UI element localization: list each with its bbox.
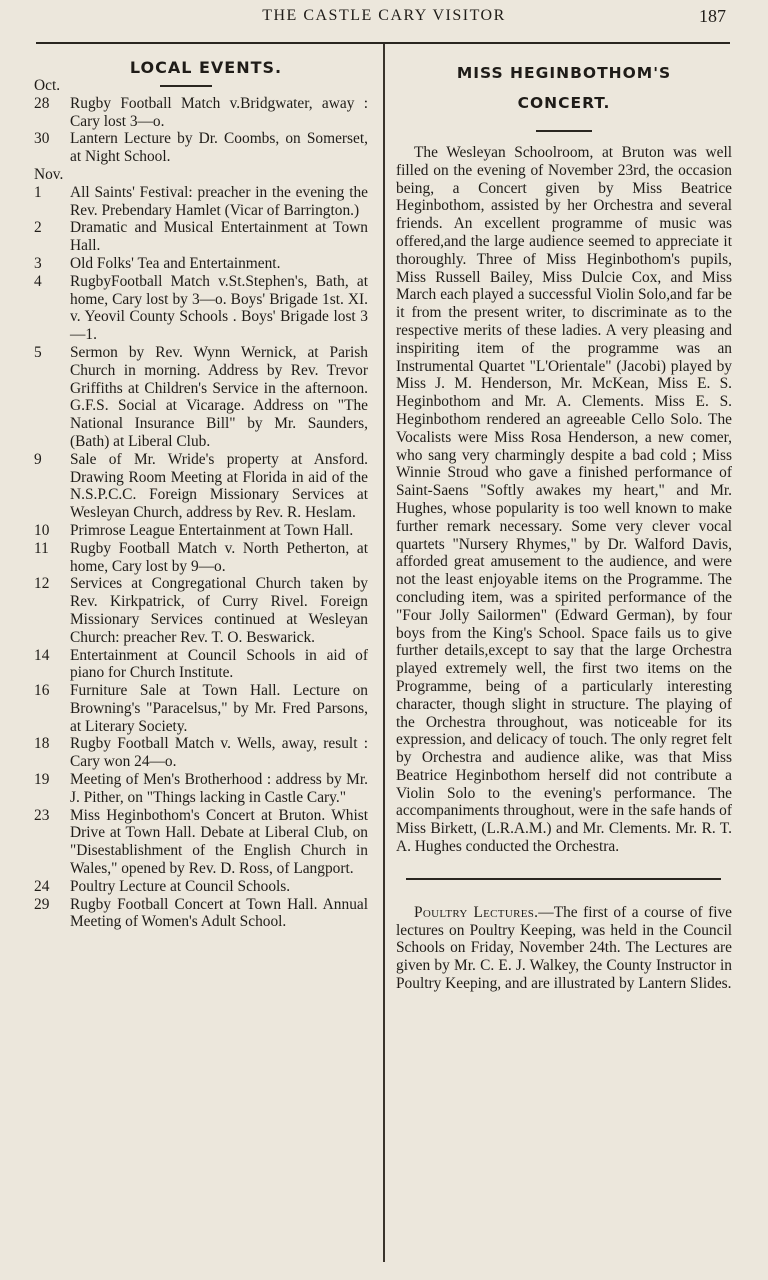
event-entry	[34, 878, 368, 896]
page-number: 187	[699, 6, 726, 26]
concert-heading-line1: MISS HEGINBOTHOM'S	[456, 64, 672, 82]
event-day: 24	[34, 877, 50, 895]
event-day: 18	[34, 735, 50, 753]
event-text: Miss Heginbothom's Concert at Bruton. Whist Drive at Town Hall. Debate at Liberal Club, on "Disestablishment of the English Church in Wales," opened by Rev. D. Ross, of Langport.	[70, 806, 368, 878]
event-day: 5	[34, 343, 42, 361]
section-rule	[406, 878, 721, 880]
concert-column	[396, 48, 732, 993]
event-text: All Saints' Festival: preacher in the evening the Rev. Prebendary Hamlet (Vicar of Barrington.)	[70, 183, 368, 219]
event-day: 3	[34, 254, 42, 272]
heading-dash	[160, 85, 212, 87]
event-entry	[34, 735, 368, 771]
concert-heading	[396, 58, 732, 118]
event-day: 12	[34, 575, 50, 593]
event-text: Rugby Football Match v.Bridgwater, away : Cary lost 3—o.	[70, 94, 368, 130]
column-divider	[383, 44, 385, 1262]
event-entry	[34, 184, 368, 220]
event-text: Primrose League Entertainment at Town Hall.	[70, 521, 354, 539]
month-label: Nov.	[34, 165, 64, 183]
event-day: 10	[34, 521, 50, 539]
event-text: Entertainment at Council Schools in aid of piano for Church Institute.	[70, 646, 368, 682]
event-day: 29	[34, 895, 50, 913]
local-events-heading: LOCAL EVENTS.	[129, 58, 283, 77]
month-label: Oct.	[34, 77, 61, 94]
event-text: Sermon by Rev. Wynn Wernick, at Parish Church in morning. Address by Rev. Trevor Griffiths at Children's Service in the afternoon. G.F.S. Social at Vicarage. Address on "The National Insurance Bill" by Mr. Saunders, (Bath) at Liberal Club.	[70, 343, 368, 450]
events-list	[34, 77, 368, 931]
event-entry	[34, 896, 368, 932]
event-entry	[34, 255, 368, 273]
event-text: Old Folks' Tea and Entertainment.	[70, 254, 281, 272]
event-entry	[34, 95, 368, 131]
event-entry	[34, 451, 368, 522]
event-day: 2	[34, 219, 42, 237]
event-text: Dramatic and Musical Entertainment at Town Hall.	[70, 219, 368, 255]
event-day: 23	[34, 806, 50, 824]
event-text: Rugby Football Match v. Wells, away, result : Cary won 24—o.	[70, 735, 368, 771]
running-title: THE CASTLE CARY VISITOR	[262, 7, 506, 24]
poultry-lead: Poultry Lectures.	[414, 903, 539, 921]
month-block-oct	[34, 77, 368, 95]
event-day: 1	[34, 183, 42, 201]
event-entry	[34, 130, 368, 166]
event-text: Lantern Lecture by Dr. Coombs, on Somerset, at Night School.	[70, 130, 368, 166]
event-entry	[34, 522, 368, 540]
event-text: Poultry Lecture at Council Schools.	[70, 877, 291, 895]
event-text: Rugby Football Concert at Town Hall. Annual Meeting of Women's Adult School.	[70, 895, 368, 931]
event-day: 9	[34, 450, 42, 468]
event-entry	[34, 344, 368, 451]
event-entry	[34, 219, 368, 255]
event-day: 30	[34, 130, 50, 148]
event-day: 4	[34, 272, 42, 290]
event-entry	[34, 647, 368, 683]
poultry-paragraph	[396, 904, 732, 993]
poultry-body: —The first of a course of five lectures on Poultry Keeping, was held in the Council Schools on Friday, November 24th. The Lectures are given by Mr. C. E. J. Walkey, the County Instructor in Poultry Keeping, and are illustrated by Lantern Slides.	[396, 903, 732, 993]
page-header	[0, 6, 768, 30]
event-day: 11	[34, 539, 49, 557]
event-entry	[34, 273, 368, 344]
event-day: 28	[34, 94, 50, 112]
event-entry	[34, 682, 368, 735]
concert-heading-line2: CONCERT.	[517, 94, 611, 112]
event-entry	[34, 540, 368, 576]
event-entry	[34, 575, 368, 646]
event-text: Sale of Mr. Wride's property at Ansford. Drawing Room Meeting at Florida in aid of the N.S.P.C.C. Foreign Missionary Services at Wesleyan Church, address by Rev. R. Heslam.	[70, 450, 368, 522]
event-entry	[34, 807, 368, 878]
event-day: 19	[34, 771, 50, 789]
event-day: 16	[34, 682, 50, 700]
event-text: RugbyFootball Match v.St.Stephen's, Bath, at home, Cary lost by 3—o. Boys' Brigade 1st. XI. v. Yeovil County Schools . Boys' Brigade lost 3—1.	[70, 272, 368, 344]
concert-article: The Wesleyan Schoolroom, at Bruton was well filled on the evening of November 23rd, the occasion being, a Concert given by Miss Beatrice Heginbothom, assisted by her Orchestra and several friends. An excellent programme of music was offered,and the large audience seemed to appreciate it thoroughly. Three of Miss Heginbothom's pupils, Miss Russell Bailey, Miss Dulcie Cox, and Miss March each played a successful Violin Solo,and far be it from the present writer, to discriminate as to the respective merits of these ladies. A very pleasing and inspiriting item of the programme was an Instrumental Quartet "L'Orientale" (Jacobi) played by Miss J. M. Henderson, Mr. McKean, Miss E. S. Heginbothom and Mr. A. Clements. Miss E. S. Heginbothom rendered an agreeable Cello Solo. The Vocalists were Miss Rosa Henderson, a new comer, who sang very charmingly despite a bad cold ; Miss Winnie Stroud who gave a finished performance of Saint-Saens "Softly awakes my heart," and Mr. Hughes, whose popularity is too well known to make further remark necessary. Some very clever vocal quartets "Nursery Rhymes," by Dr. Walford Davis, afforded great amusement to the audience, and were not the least enjoyable items on the Programme. The concluding item, was a spirited performance of the "Four Jolly Sailormen" (Edward German), by four boys from the King's School. Space fails us to give further details,except to say that the large Orchestra played extremely well, the first two items on the Programme, being of a particularly interesting character, though slight in structure. The playing of the Orchestra throughout, was noticeable for its expression, and delicacy of touch. The only regret felt by Orchestra and audience alike, was that Miss Beatrice Heginbothom herself did not contribute a Violin Solo to the evening's performance. The accompaniments throughout, were in the safe hands of Miss Birkett, (L.R.A.M.) and Mr. Clements. Mr. R. T. A. Hughes conducted the Orchestra.	[396, 144, 732, 856]
event-text: Meeting of Men's Brotherhood : address by Mr. J. Pither, on "Things lacking in Castle Cary."	[70, 771, 368, 806]
heading-dash	[536, 130, 592, 132]
event-entry	[34, 771, 368, 807]
event-day: 14	[34, 646, 50, 664]
event-text: Furniture Sale at Town Hall. Lecture on Browning's "Paracelsus," by Mr. Fred Parsons, at Literary Society.	[70, 682, 368, 735]
event-text: Services at Congregational Church taken by Rev. Kirkpatrick, of Curry Rivel. Foreign Missionary Services continued at Wesleyan Church: preacher Rev. T. O. Beswarick.	[70, 575, 368, 646]
local-events-column	[34, 48, 368, 931]
event-text: Rugby Football Match v. North Petherton, at home, Cary lost by 9—o.	[70, 539, 368, 575]
